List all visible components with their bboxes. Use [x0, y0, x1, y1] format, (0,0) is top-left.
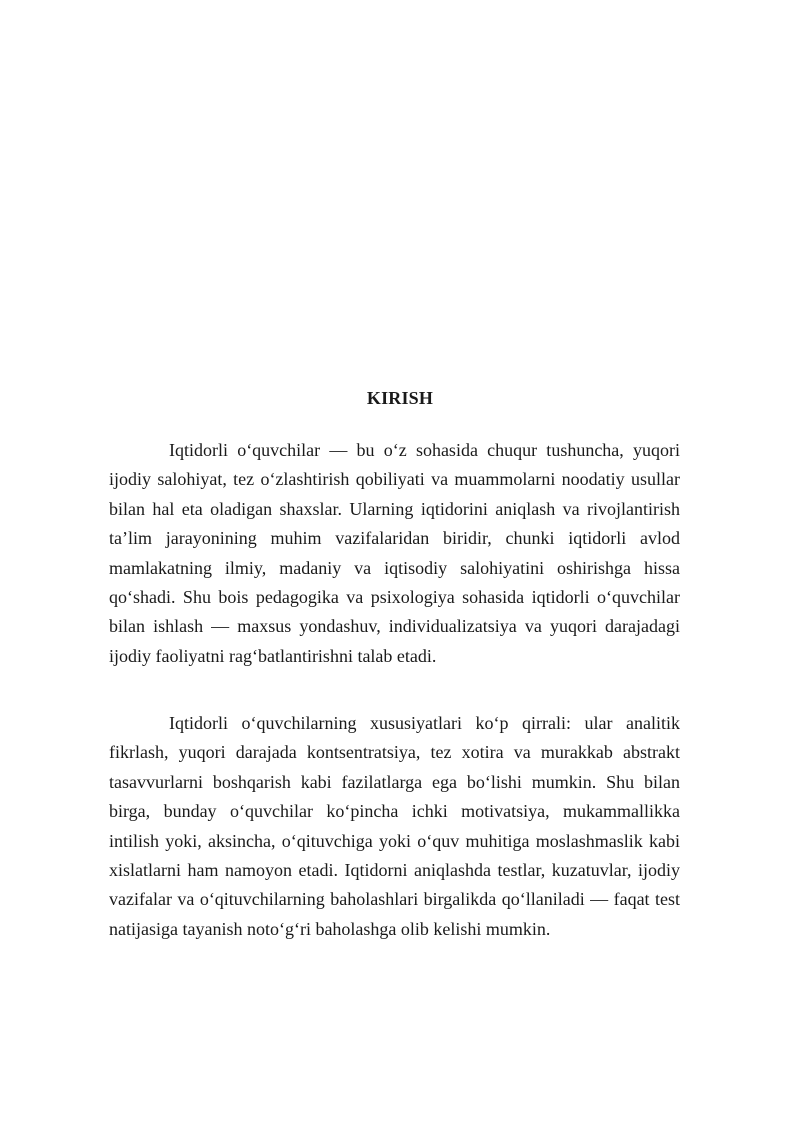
paragraph-intro: Iqtidorli o‘quvchilar — bu o‘z sohasida chuqur tushuncha, yuqori ijodiy salohiyat, tez o‘zlashtirish qobiliyati va muammolarni noodatiy usullar bilan hal eta oladigan shaxslar. Ularning iqtidorini aniqlash va rivojlantirish ta’lim jarayonining muhim vazifalaridan biridir, chunki iqtidorli avlod mamlakatning ilmiy, madaniy va iqtisodiy salohiyatini oshirishga hissa qo‘shadi. Shu bois pedagogika va psixologiya sohasida iqtidorli o‘quvchilar bilan ishlash — maxsus yondashuv, individualizatsiya va yuqori darajadagi ijodiy faoliyatni rag‘batlantirishni talab etadi. [109, 440, 680, 666]
paragraph-characteristics: Iqtidorli o‘quvchilarning xususiyatlari ko‘p qirrali: ular analitik fikrlash, yuqori darajada kontsentratsiya, tez xotira va murakkab abstrakt tasavvurlarni boshqarish kabi fazilatlarga ega bo‘lishi mumkin. Shu bilan birga, bunday o‘quvchilar ko‘pincha ichki motivatsiya, mukammallikka intilish yoki, aksincha, o‘qituvchiga yoki o‘quv muhitiga moslashmaslik kabi xislatlarni ham namoyon etadi. Iqtidorni aniqlashda testlar, kuzatuvlar, ijodiy vazifalar va o‘qituvchilarning baholashlari birgalikda qo‘llaniladi — faqat test natijasiga tayanish noto‘g‘ri baholashga olib kelishi mumkin. [109, 713, 680, 939]
section-heading: KIRISH [366, 388, 434, 408]
